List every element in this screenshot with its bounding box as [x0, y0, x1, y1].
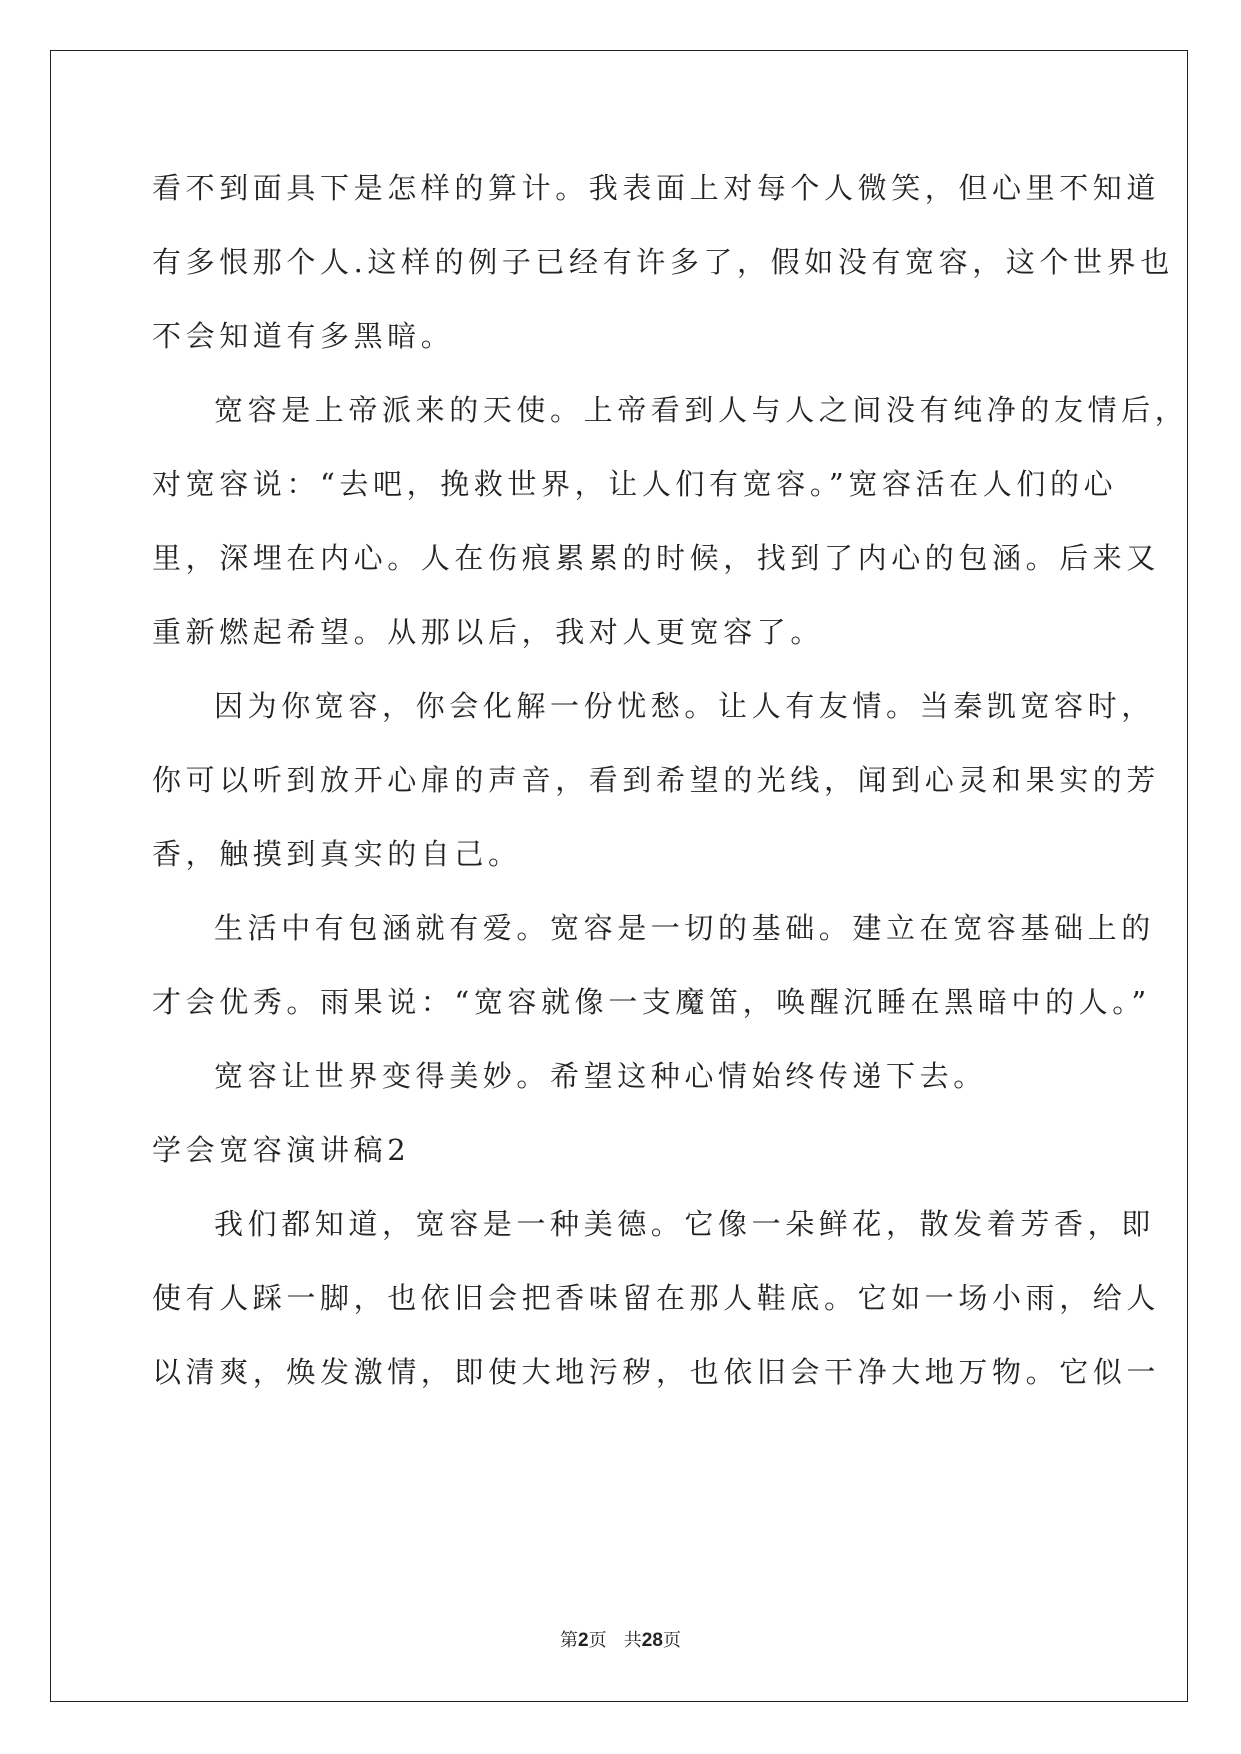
page-suffix: 页 — [588, 1630, 607, 1651]
section-heading: 学会宽容演讲稿2 — [152, 1133, 411, 1167]
page-number: 2 — [578, 1630, 589, 1651]
text-line: 对宽容说：“去吧，挽救世界，让人们有宽容。”宽容活在人们的心 — [152, 467, 1118, 501]
text-line: 重新燃起希望。从那以后，我对人更宽容了。 — [152, 615, 825, 649]
text-line: 你可以听到放开心扉的声音，看到希望的光线，闻到心灵和果实的芳 — [152, 763, 1161, 797]
page-border — [50, 50, 1188, 1702]
text-line: 香，触摸到真实的自己。 — [152, 837, 522, 871]
text-line: 有多恨那个人.这样的例子已经有许多了，假如没有宽容，这个世界也 — [152, 245, 1174, 279]
text-line: 看不到面具下是怎样的算计。我表面上对每个人微笑，但心里不知道 — [152, 171, 1161, 205]
page-prefix: 第 — [560, 1630, 579, 1651]
page-footer — [0, 1626, 1241, 1652]
total-pages: 28 — [641, 1630, 663, 1651]
text-line: 生活中有包涵就有爱。宽容是一切的基础。建立在宽容基础上的 — [214, 911, 1155, 945]
text-line: 宽容让世界变得美妙。希望这种心情始终传递下去。 — [214, 1059, 987, 1093]
text-line: 里，深埋在内心。人在伤痕累累的时候，找到了内心的包涵。后来又 — [152, 541, 1161, 575]
text-line: 宽容是上帝派来的天使。上帝看到人与人之间没有纯净的友情后， — [214, 393, 1189, 427]
text-line: 因为你宽容，你会化解一份忧愁。让人有友情。当秦凯宽容时， — [214, 689, 1155, 723]
total-prefix: 共 — [623, 1630, 642, 1651]
text-line: 以清爽，焕发激情，即使大地污秽，也依旧会干净大地万物。它似一 — [152, 1355, 1161, 1389]
text-line: 不会知道有多黑暗。 — [152, 319, 455, 353]
text-line: 才会优秀。雨果说：“宽容就像一支魔笛，唤醒沉睡在黑暗中的人。” — [152, 985, 1151, 1019]
text-line: 我们都知道，宽容是一种美德。它像一朵鲜花，散发着芳香，即 — [214, 1207, 1155, 1241]
total-suffix: 页 — [662, 1630, 681, 1651]
text-line: 使有人踩一脚，也依旧会把香味留在那人鞋底。它如一场小雨，给人 — [152, 1281, 1161, 1315]
